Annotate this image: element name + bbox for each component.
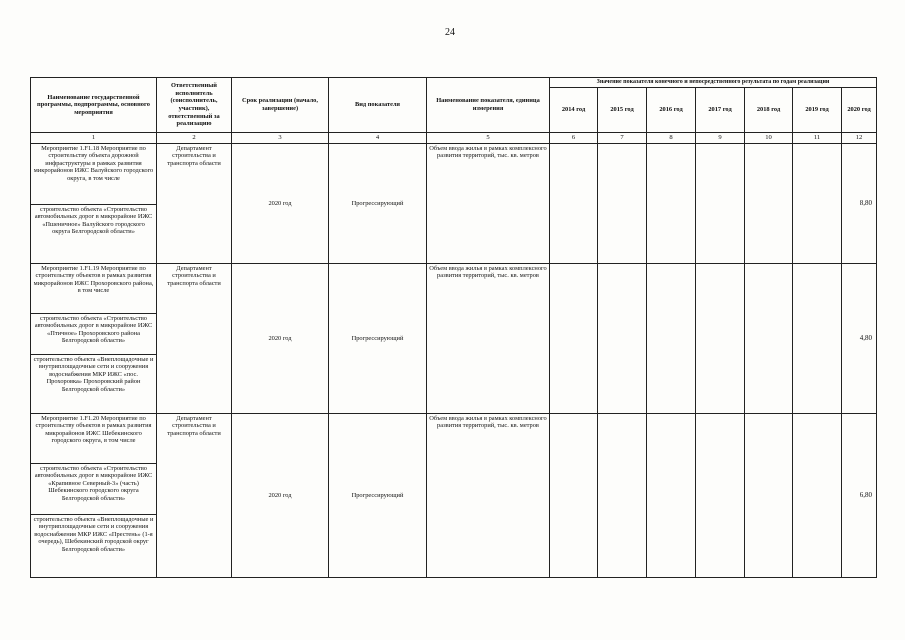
indicator-name-cell: Объем ввода жилья в рамках комплексного развития территорий, тыс. кв. метров [427,143,550,263]
value-2020: 4,80 [842,263,877,413]
indicator-type-cell: Прогрессирующий [329,143,427,263]
header-values-group: Значение показателя конечного и непосредственного результата по годам реализации [550,78,877,88]
responsible-cell: Департамент строительства и транспорта области [157,143,232,263]
column-number: 6 [550,133,598,144]
results-table [30,77,877,578]
header-responsible: Ответственный исполнитель (соисполнитель, участник), ответственный за реализацию [157,78,232,133]
column-number: 7 [598,133,647,144]
header-year: 2019 год [793,88,842,133]
column-number: 4 [329,133,427,144]
header-year: 2014 год [550,88,598,133]
header-period: Срок реализации (начало, завершение) [232,78,329,133]
column-number: 10 [745,133,793,144]
value-2020: 8,80 [842,143,877,263]
column-number: 1 [31,133,157,144]
column-number: 5 [427,133,550,144]
sub-object-cell: строительство объекта «Строительство автомобильных дорог в микрорайоне ИЖС «Пшеничное» Валуйского городского округа Белгородской области» [31,204,157,263]
measure-title: Мероприятие 1.F1.19 Мероприятие по строительству объектов в рамках развития микрорайонов ИЖС Прохоровского района, в том числе [31,263,157,313]
indicator-name-cell: Объем ввода жилья в рамках комплексного развития территорий, тыс. кв. метров [427,413,550,577]
period-cell: 2020 год [232,263,329,413]
indicator-name-cell: Объем ввода жилья в рамках комплексного развития территорий, тыс. кв. метров [427,263,550,413]
header-indicator-type: Вид показателя [329,78,427,133]
sub-object-cell: строительство объекта «Внеплощадочные и внутриплощадочные сети и сооружения водоснабжения МКР ИЖС «Престень» (1-я очередь), Шебекинский городской округ Белгородской области» [31,514,157,577]
period-cell: 2020 год [232,143,329,263]
period-cell: 2020 год [232,413,329,577]
column-number: 9 [696,133,745,144]
indicator-type-cell: Прогрессирующий [329,263,427,413]
responsible-cell: Департамент строительства и транспорта области [157,413,232,577]
header-year: 2016 год [647,88,696,133]
header-year: 2018 год [745,88,793,133]
measure-title: Мероприятие 1.F1.18 Мероприятие по строительству объекта дорожной инфраструктуры в рамках развития микрорайонов ИЖС Валуйского городского округа, в том числе [31,143,157,204]
value-2020: 6,80 [842,413,877,577]
column-number: 2 [157,133,232,144]
header-program: Наименование государственной программы, подпрограммы, основного мероприятия [31,78,157,133]
responsible-cell: Департамент строительства и транспорта области [157,263,232,413]
header-year: 2017 год [696,88,745,133]
header-year: 2015 год [598,88,647,133]
indicator-type-cell: Прогрессирующий [329,413,427,577]
header-indicator-name: Наименование показателя, единица измерения [427,78,550,133]
column-number: 12 [842,133,877,144]
header-year: 2020 год [842,88,877,133]
measure-title: Мероприятие 1.F1.20 Мероприятие по строительству объектов в рамках развития микрорайонов ИЖС Шебекинского городского округа, в том числе [31,413,157,463]
page-number: 24 [445,27,455,38]
column-number: 3 [232,133,329,144]
sub-object-cell: строительство объекта «Строительство автомобильных дорог в микрорайоне ИЖС «Птичное» Прохоровского района Белгородской области» [31,313,157,354]
column-number: 8 [647,133,696,144]
sub-object-cell: строительство объекта «Строительство автомобильных дорог в микрорайоне ИЖС «Крапивное Северный-3» (часть) Шебекинского городского округа Белгородской области» [31,463,157,514]
sub-object-cell: строительство объекта «Внеплощадочные и внутриплощадочные сети и сооружения водоснабжения МКР ИЖС «пос. Прохоровка» Прохоровский район Белгородской области» [31,354,157,413]
column-number: 11 [793,133,842,144]
